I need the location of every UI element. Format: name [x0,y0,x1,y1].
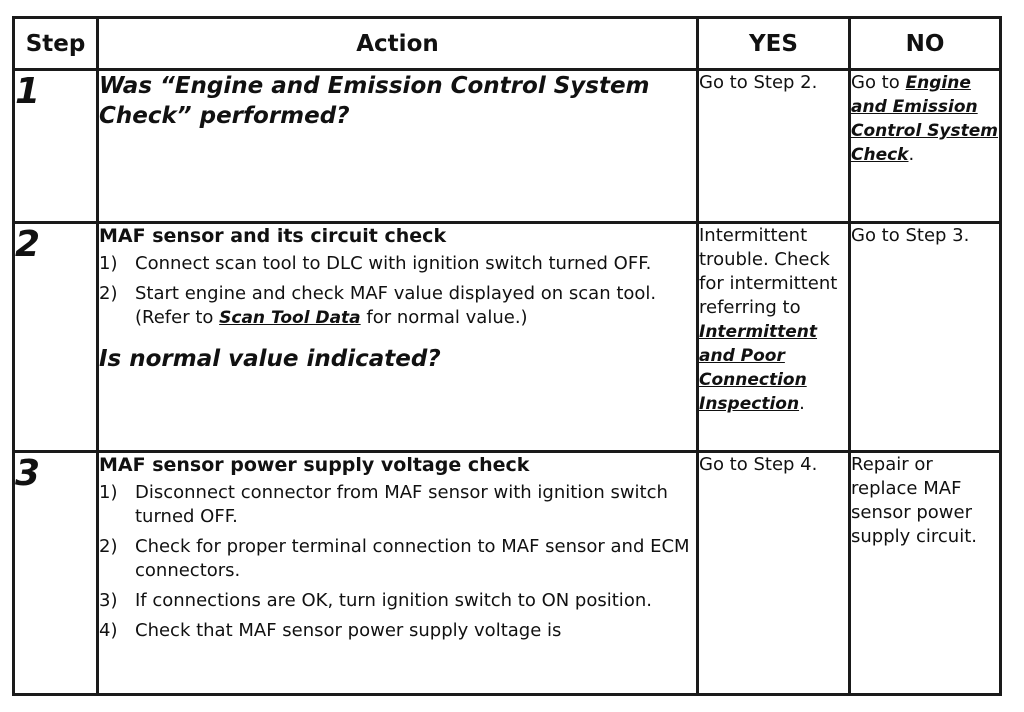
step-number: 1 [14,70,98,223]
no-text: Go to [851,72,900,93]
yes-cell [698,452,850,695]
check-title: MAF sensor power supply voltage check [99,454,530,476]
no-cell [850,223,1001,452]
table-row [14,223,1001,452]
no-suffix: . [908,144,915,165]
step-number: 2 [14,223,98,452]
item-text: Start engine and check MAF value displayed on scan tool. (Refer to [135,283,657,328]
no-cell [850,70,1001,223]
reference-link[interactable]: Scan Tool Data [219,308,361,328]
question-text: Was “Engine and Emission Control System Check” performed? [99,73,650,129]
table-row [14,452,1001,695]
question-text: Is normal value indicated? [99,346,441,372]
list-item [99,589,696,613]
list-item [99,282,696,330]
list-item [99,619,696,643]
item-number: 4) [99,620,118,641]
diagnostic-table [12,16,1002,696]
procedure-list [99,481,696,643]
item-number: 1) [99,253,118,274]
no-text: Repair or replace MAF sensor power supply circuit. [851,454,977,547]
item-number: 1) [99,482,118,503]
yes-cell [698,70,850,223]
header-step: Step [14,18,98,70]
header-row [14,18,1001,70]
item-number: 3) [99,590,118,611]
yes-suffix: . [799,393,805,414]
no-text: Go to Step 3. [851,225,970,246]
yes-text: Go to Step 2. [699,72,818,93]
table-row [14,70,1001,223]
procedure-list [99,252,696,330]
item-number: 2) [99,536,118,557]
no-cell [850,452,1001,695]
yes-text: Intermittent trouble. Check for intermittent referring to [699,225,838,318]
item-text: Connect scan tool to DLC with ignition switch turned OFF. [135,253,652,274]
header-action: Action [98,18,698,70]
step-number: 3 [14,452,98,695]
reference-link[interactable]: Engine and Emission Control System Check [851,73,999,165]
list-item [99,535,696,583]
header-no: NO [850,18,1001,70]
yes-cell [698,223,850,452]
header-yes: YES [698,18,850,70]
item-text-end: for normal value.) [366,307,528,328]
check-title: MAF sensor and its circuit check [99,225,447,247]
reference-link[interactable]: Intermittent and Poor Connection Inspection [699,322,818,414]
item-text: Disconnect connector from MAF sensor with ignition switch turned OFF. [135,482,668,527]
action-cell [98,70,698,223]
item-text: Check for proper terminal connection to MAF sensor and ECM connectors. [135,536,690,581]
list-item [99,481,696,529]
item-text: Check that MAF sensor power supply voltage is [135,620,562,641]
list-item [99,252,696,276]
yes-text: Go to Step 4. [699,454,818,475]
action-cell [98,452,698,695]
action-cell [98,223,698,452]
item-text: If connections are OK, turn ignition switch to ON position. [135,590,652,611]
item-number: 2) [99,283,118,304]
